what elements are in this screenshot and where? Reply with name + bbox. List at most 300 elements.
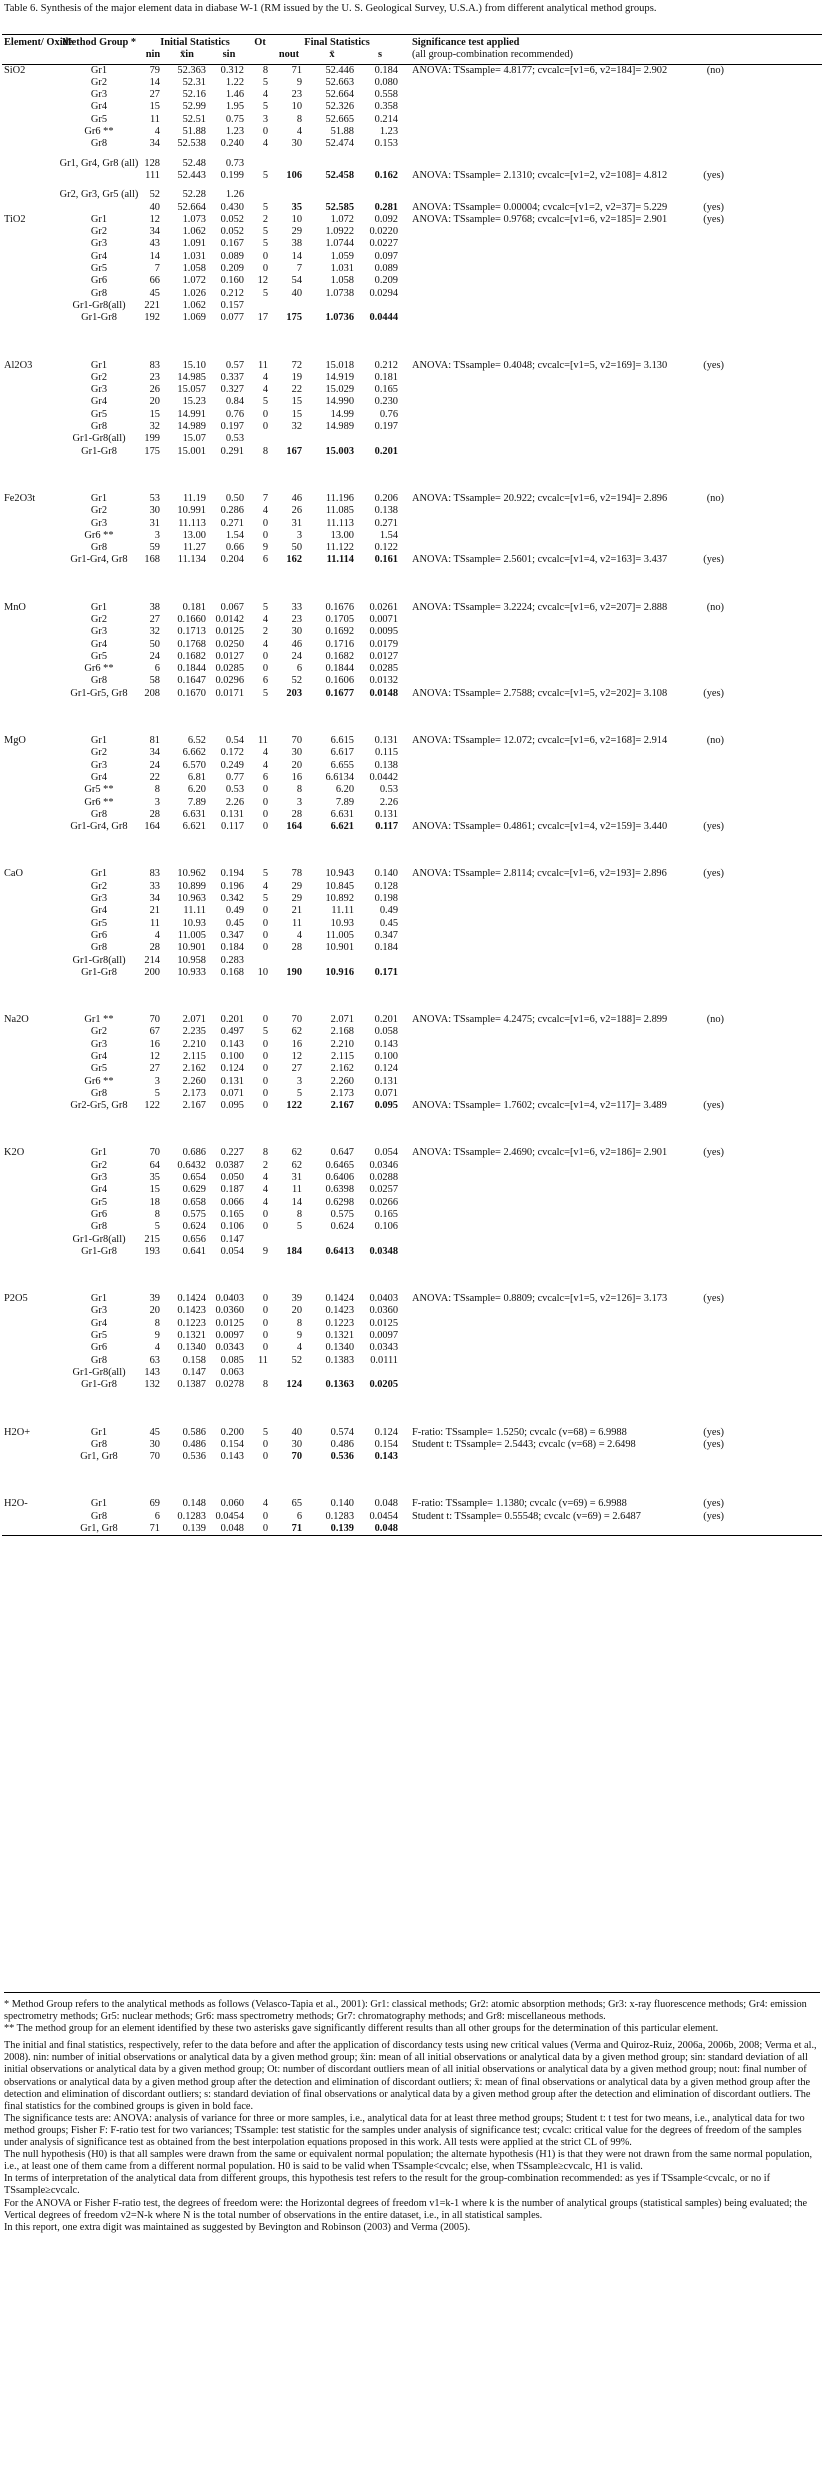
method-group: Gr1 [90, 492, 108, 504]
oxide-label [2, 1523, 56, 1536]
mean-in: 0.158 [182, 1354, 206, 1366]
sd-in: 0.0171 [215, 687, 245, 699]
table-row [2, 821, 822, 833]
mean-in: 1.073 [182, 213, 206, 225]
n-in: 43 [149, 238, 160, 250]
table-row [2, 202, 822, 214]
sd-in: 0.147 [220, 1233, 245, 1245]
mean-in: 14.991 [177, 408, 206, 420]
significance-test [402, 554, 822, 566]
sd-final [358, 189, 402, 201]
oxide-label [2, 542, 56, 554]
significance-test [402, 760, 822, 772]
oxide-label [2, 202, 56, 214]
outliers [248, 1234, 272, 1246]
sd-in: 0.66 [225, 542, 245, 554]
oxide-label [2, 170, 56, 182]
n-in: 143 [144, 1366, 160, 1378]
test-verdict: (no) [706, 64, 725, 76]
n-in: 64 [149, 1159, 160, 1171]
n-out: 4 [296, 126, 303, 138]
oxide-label [2, 893, 56, 905]
sd-final: 0.0360 [369, 1305, 399, 1317]
method-group: Gr5 [90, 1063, 108, 1075]
mean-in: 52.443 [177, 169, 206, 181]
mean-in: 0.624 [182, 1221, 206, 1233]
oxide-label [2, 1184, 56, 1196]
n-in: 7 [154, 263, 160, 275]
sd-final: 0.53 [379, 784, 399, 796]
table-row [2, 312, 822, 324]
n-in: 8 [154, 1317, 160, 1329]
n-in: 24 [149, 650, 160, 662]
mean-in: 0.1660 [177, 613, 206, 625]
sd-in: 0.200 [220, 1426, 245, 1438]
sd-final: 0.0403 [369, 1293, 399, 1305]
mean-final: 2.162 [330, 1063, 355, 1075]
oxide-label [2, 955, 56, 967]
outliers: 5 [262, 687, 269, 699]
outliers: 5 [262, 238, 269, 250]
n-in: 28 [149, 808, 160, 820]
sd-final: 0.0348 [369, 1245, 399, 1257]
sd-in: 0.095 [220, 1100, 245, 1112]
header-method-group: Method Group * [56, 35, 142, 50]
significance-test [402, 1511, 822, 1523]
mean-in: 52.51 [182, 113, 206, 125]
n-in: 27 [149, 1063, 160, 1075]
sd-final: 2.26 [379, 796, 399, 808]
sd-final: 0.162 [374, 169, 399, 181]
n-in: 26 [149, 384, 160, 396]
mean-in: 10.93 [182, 917, 206, 929]
significance-test [402, 101, 822, 113]
n-in: 34 [149, 226, 160, 238]
sd-in: 0.048 [210, 1523, 248, 1536]
method-group: Gr5 [90, 1330, 108, 1342]
n-out: 3 [296, 796, 303, 808]
sd-in: 0.291 [220, 445, 245, 457]
sd-final: 1.23 [379, 126, 399, 138]
mean-in: 6.81 [187, 771, 206, 783]
n-in: 52 [149, 189, 160, 201]
test-verdict: (yes) [703, 213, 725, 225]
method-group: Gr8 [90, 675, 108, 687]
table-row [2, 614, 822, 626]
outliers: 0 [262, 1438, 269, 1450]
sd-final: 0.0285 [369, 663, 399, 675]
header-element: Element/ Oxide [2, 35, 56, 50]
n-out [272, 189, 306, 201]
table-row [2, 126, 822, 138]
n-out: 4 [296, 1342, 303, 1354]
n-out: 203 [286, 687, 303, 699]
table-row [2, 1367, 822, 1379]
outliers: 9 [262, 542, 269, 554]
mean-in: 52.48 [182, 157, 206, 169]
n-in: 11 [149, 917, 160, 929]
mean-final: 14.99 [330, 408, 355, 420]
mean-final: 2.071 [330, 1014, 355, 1026]
n-out: 10 [291, 101, 303, 113]
mean-in: 1.091 [182, 238, 206, 250]
sd-in: 0.286 [220, 505, 245, 517]
sd-in: 0.0403 [215, 1293, 245, 1305]
table-row [2, 1160, 822, 1172]
method-group: Gr2 [90, 747, 108, 759]
sd-final: 0.128 [374, 880, 399, 892]
n-in: 214 [144, 954, 160, 966]
mean-in: 0.1682 [177, 650, 206, 662]
sd-in: 0.53 [225, 784, 245, 796]
mean-final: 0.6398 [325, 1184, 355, 1196]
method-group: Gr1-Gr8(all) [72, 954, 126, 966]
n-in: 11 [149, 113, 160, 125]
test-result: ANOVA: TSsample= 3.2224; cvcalc=[v1=6, v2=207]= 2.888 [412, 601, 668, 613]
mean-final: 1.059 [330, 250, 355, 262]
outliers: 0 [262, 250, 269, 262]
oxide-label [2, 1511, 56, 1523]
n-out: 5 [296, 1087, 303, 1099]
n-out: 31 [291, 1172, 303, 1184]
n-out: 3 [296, 529, 303, 541]
n-out: 31 [291, 517, 303, 529]
table-row [2, 797, 822, 809]
n-out: 8 [296, 113, 303, 125]
sd-in: 0.106 [220, 1221, 245, 1233]
sd-final: 0.140 [374, 868, 399, 880]
method-group: Gr1 [90, 868, 108, 880]
n-in: 4 [154, 1342, 160, 1354]
sd-final: 0.347 [374, 929, 399, 941]
method-group: Gr1 [90, 735, 108, 747]
mean-final [306, 189, 358, 201]
oxide-label [2, 1330, 56, 1342]
sd-final: 0.165 [374, 384, 399, 396]
oxide-label [2, 626, 56, 638]
n-out: 9 [296, 76, 303, 88]
sd-final: 0.106 [374, 1221, 399, 1233]
sd-final: 0.131 [374, 1075, 399, 1087]
n-out: 29 [291, 226, 303, 238]
n-out: 39 [291, 1293, 303, 1305]
n-out: 23 [291, 613, 303, 625]
significance-test [402, 288, 822, 300]
sd-in: 0.172 [220, 747, 245, 759]
significance-test [402, 784, 822, 796]
sd-in: 0.53 [225, 433, 245, 445]
table-row [2, 942, 822, 954]
oxide-label [2, 1039, 56, 1051]
significance-test [402, 518, 822, 530]
test-result: ANOVA: TSsample= 0.4048; cvcalc=[v1=5, v2=169]= 3.130 [412, 359, 668, 371]
n-out: 30 [291, 747, 303, 759]
significance-test [402, 1100, 822, 1112]
mean-final: 51.88 [330, 126, 355, 138]
sd-in: 0.283 [220, 954, 245, 966]
mean-in: 0.486 [182, 1438, 206, 1450]
method-group: Gr1 [90, 601, 108, 613]
spacer-row [2, 588, 822, 602]
sd-final: 0.143 [374, 1451, 399, 1463]
table-row [2, 288, 822, 300]
table-row [2, 1172, 822, 1184]
sd-in: 0.085 [220, 1354, 245, 1366]
oxide-label [2, 114, 56, 126]
test-verdict: (yes) [703, 1100, 725, 1112]
n-out: 32 [291, 421, 303, 433]
mean-final: 0.1424 [325, 1293, 355, 1305]
table-row [2, 1100, 822, 1112]
mean-in: 1.062 [182, 226, 206, 238]
spacer-row [2, 707, 822, 721]
method-group: Gr6 [90, 1208, 108, 1220]
method-group: Gr1-Gr8(all) [72, 1366, 126, 1378]
significance-test [402, 1160, 822, 1172]
significance-test [402, 126, 822, 138]
table-row [2, 1246, 822, 1258]
significance-test [402, 1039, 822, 1051]
n-out: 14 [291, 250, 303, 262]
method-group: Gr6 ** [84, 126, 114, 138]
table-row [2, 1209, 822, 1221]
significance-test [402, 942, 822, 954]
mean-final: 10.901 [325, 942, 355, 954]
test-result: ANOVA: TSsample= 4.2475; cvcalc=[v1=6, v2=188]= 2.899 [412, 1014, 668, 1026]
outliers: 4 [262, 613, 269, 625]
spacer-row [2, 182, 822, 189]
sd-final: 0.124 [374, 1063, 399, 1075]
sd-final: 0.45 [379, 917, 399, 929]
significance-test [402, 1209, 822, 1221]
sd-final: 0.0132 [369, 675, 399, 687]
significance-test [402, 675, 822, 687]
oxide-label [2, 797, 56, 809]
method-group: Gr3 [90, 1172, 108, 1184]
significance-test [402, 821, 822, 833]
footnote-paragraph: In this report, one extra digit was maintained as suggested by Bevington and Robinson (2003) and Verma (2005). [4, 2221, 471, 2233]
n-out: 12 [291, 1051, 303, 1062]
sd-in: 0.052 [220, 226, 245, 238]
method-group: Gr8 [90, 808, 108, 820]
sd-final: 0.097 [374, 250, 399, 262]
outliers: 11 [258, 735, 269, 747]
n-in: 215 [144, 1233, 160, 1245]
table-row [2, 905, 822, 917]
n-in: 14 [149, 76, 160, 88]
mean-in: 0.148 [182, 1498, 206, 1510]
n-in: 221 [144, 299, 160, 311]
n-out: 29 [291, 880, 303, 892]
sd-final: 0.122 [374, 542, 399, 554]
mean-in: 0.1647 [177, 675, 206, 687]
significance-test [402, 614, 822, 626]
significance-test [402, 138, 822, 150]
sd-in: 0.0454 [215, 1510, 245, 1522]
method-group: Gr5 [90, 408, 108, 420]
spacer-row [2, 574, 822, 588]
mean-final: 1.0922 [325, 226, 355, 238]
table-row [2, 1076, 822, 1088]
outliers: 0 [262, 821, 269, 833]
n-out: 9 [296, 1330, 303, 1342]
oxide-label [2, 905, 56, 917]
mean-final: 0.140 [330, 1498, 355, 1510]
mean-final: 1.072 [330, 213, 355, 225]
method-group: Gr8 [90, 1221, 108, 1233]
sd-final: 0.058 [374, 1026, 399, 1038]
n-out: 30 [291, 626, 303, 638]
sd-in: 2.26 [225, 796, 245, 808]
outliers: 5 [262, 601, 269, 613]
significance-test [402, 384, 822, 396]
n-out: 15 [291, 408, 303, 420]
table-row [2, 446, 822, 458]
oxide-label [2, 518, 56, 530]
method-group: Gr1 [90, 64, 108, 76]
outliers: 5 [262, 893, 269, 905]
n-out: 46 [291, 638, 303, 650]
n-in: 71 [142, 1523, 164, 1536]
mean-in: 1.069 [182, 312, 206, 324]
mean-in: 2.167 [182, 1100, 206, 1112]
n-out: 124 [286, 1379, 303, 1391]
method-group: Gr8 [90, 942, 108, 954]
mean-in: 0.586 [182, 1426, 206, 1438]
oxide-label [2, 372, 56, 384]
spacer-row [2, 833, 822, 840]
sd-final: 0.0346 [369, 1159, 399, 1171]
n-out: 50 [291, 542, 303, 554]
n-out: 62 [291, 1147, 303, 1159]
method-group: Gr1, Gr4, Gr8 (all) [59, 157, 139, 169]
table-row [2, 493, 822, 505]
n-in: 208 [144, 687, 160, 699]
outliers: 4 [262, 747, 269, 759]
sd-final: 0.49 [379, 905, 399, 917]
outliers: 5 [262, 396, 269, 408]
method-group: Gr2 [90, 371, 108, 383]
method-group: Gr5 [90, 113, 108, 125]
mean-in: 1.026 [182, 287, 206, 299]
n-in: 34 [149, 138, 160, 150]
n-in: 192 [144, 312, 160, 324]
mean-final: 0.1677 [325, 687, 355, 699]
n-in: 40 [149, 201, 160, 213]
outliers: 0 [262, 1075, 269, 1087]
table-row [2, 1427, 822, 1439]
method-group: Gr2 [90, 1026, 108, 1038]
outliers [248, 300, 272, 312]
method-group: Gr3 [90, 89, 108, 101]
mean-final: 0.1676 [325, 601, 355, 613]
n-in: 30 [149, 505, 160, 517]
sd-final: 0.281 [374, 201, 399, 213]
mean-in: 1.072 [182, 275, 206, 287]
outliers [248, 189, 272, 201]
sd-in: 0.131 [220, 1075, 245, 1087]
test-result: ANOVA: TSsample= 20.922; cvcalc=[v1=6, v2=194]= 2.896 [412, 492, 668, 504]
footnote-paragraph: ** The method group for an element identified by these two asterisks gave significantly different results than all other groups for the determination of this particular element. [4, 2023, 719, 2035]
outliers: 4 [262, 371, 269, 383]
sd-in: 0.143 [220, 1451, 245, 1463]
oxide-label [2, 446, 56, 458]
table-row [2, 1305, 822, 1317]
mean-final: 6.20 [335, 784, 355, 796]
method-group: Gr3 [90, 626, 108, 638]
mean-final: 2.260 [330, 1075, 355, 1087]
n-in: 32 [149, 421, 160, 433]
n-out: 40 [291, 1426, 303, 1438]
n-out: 19 [291, 371, 303, 383]
spacer-row [2, 840, 822, 854]
header-mean-final: x̄ [306, 49, 358, 64]
significance-test [402, 797, 822, 809]
sd-final: 0.153 [374, 138, 399, 150]
n-in: 28 [149, 942, 160, 954]
n-in: 58 [149, 675, 160, 687]
header-n-in: nin [142, 49, 164, 64]
sd-in: 1.95 [225, 101, 245, 113]
method-group: Gr6 ** [84, 529, 114, 541]
method-group: Gr2 [90, 226, 108, 238]
mean-in: 0.1713 [177, 626, 206, 638]
footnote-divider [4, 1992, 820, 1993]
oxide-label: Fe2O3t [4, 492, 36, 504]
outliers: 0 [262, 1221, 269, 1233]
mean-in: 6.631 [182, 808, 206, 820]
method-group: Gr6 ** [84, 796, 114, 808]
significance-test [402, 114, 822, 126]
oxide-label [2, 747, 56, 759]
outliers: 11 [258, 359, 269, 371]
n-in: 67 [149, 1026, 160, 1038]
oxide-label [2, 1172, 56, 1184]
outliers [248, 1367, 272, 1379]
outliers: 4 [262, 1184, 269, 1196]
sd-in: 0.271 [220, 517, 245, 529]
method-group: Gr8 [90, 421, 108, 433]
sd-in: 0.066 [220, 1196, 245, 1208]
mean-in: 2.173 [182, 1087, 206, 1099]
test-result: ANOVA: TSsample= 2.8114; cvcalc=[v1=6, v2=193]= 2.896 [412, 868, 667, 880]
significance-test [402, 1026, 822, 1038]
header-final-statistics: Final Statistics [272, 35, 402, 50]
table-row [2, 663, 822, 675]
n-out: 11 [292, 917, 303, 929]
sd-in: 0.154 [220, 1438, 245, 1450]
n-out: 15 [291, 396, 303, 408]
header-initial-statistics: Initial Statistics [142, 35, 248, 50]
table-caption: Table 6. Synthesis of the major element data in diabase W-1 (RM issued by the U. S. Geological Survey, U.S.A.) from different analytical method groups. [4, 3, 657, 14]
table-row [2, 1063, 822, 1075]
method-group: Gr1-Gr8(all) [72, 299, 126, 311]
mean-final: 10.845 [325, 880, 355, 892]
oxide-label [2, 918, 56, 930]
oxide-label [2, 1088, 56, 1100]
test-verdict: (no) [706, 492, 725, 504]
n-in: 38 [149, 601, 160, 613]
oxide-label [2, 312, 56, 324]
sd-in: 0.327 [220, 384, 245, 396]
outliers: 5 [262, 101, 269, 113]
method-group: Gr2 [90, 505, 108, 517]
mean-in: 13.00 [182, 529, 206, 541]
mean-final: 0.1383 [325, 1354, 355, 1366]
significance-test [402, 1293, 822, 1305]
n-out: 6 [296, 1510, 303, 1522]
header-n-out: nout [272, 49, 306, 64]
